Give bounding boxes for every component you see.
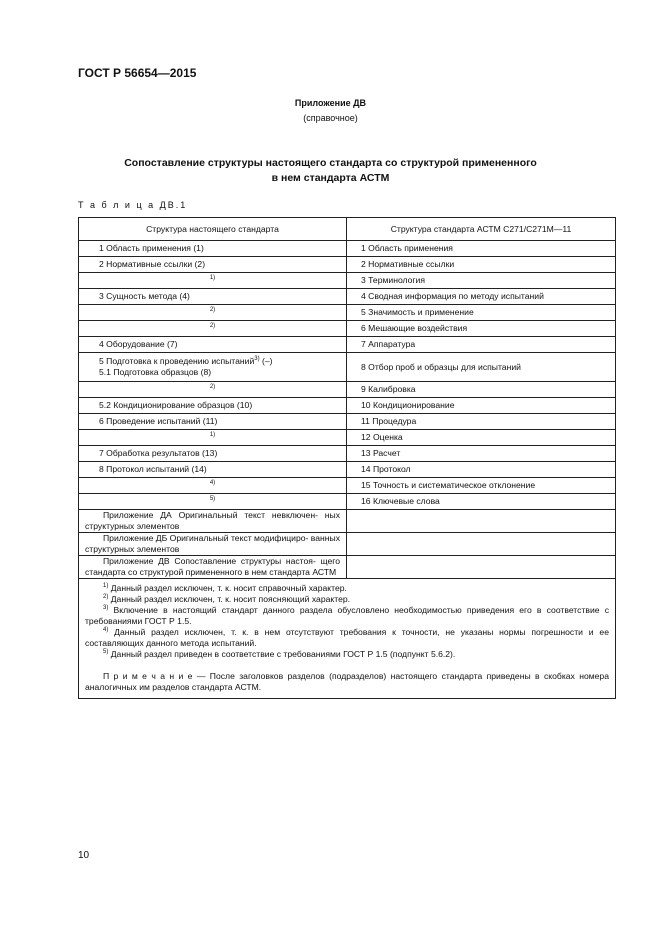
table-row [79, 462, 616, 478]
table-row [79, 446, 616, 462]
left-cell-appendix-db: Приложение ДБ Оригинальный текст модифициро- ванных структурных элементов [79, 533, 347, 556]
right-cell: 7 Аппаратура [347, 337, 616, 353]
page-number: 10 [78, 850, 90, 861]
footnote-1: $^{1)}$ Данный раздел исключен, т. к. носит справочный характер. [103, 583, 347, 593]
table-row [79, 478, 616, 494]
left-cell-footnote-ref: 2) [79, 305, 347, 321]
right-cell: 4 Сводная информация по методу испытаний [347, 289, 616, 305]
right-cell: 14 Протокол [347, 462, 616, 478]
left-cell-footnote-ref: 2) [79, 321, 347, 337]
left-cell-footnote-ref: 2) [79, 382, 347, 398]
left-cell: 5.2 Кондиционирование образцов (10) [79, 398, 347, 414]
left-cell: 5 Подготовка к проведению испытаний$^{3)}$ (–) 5.1 Подготовка образцов (8) [79, 353, 347, 382]
footnote-3: $^{3)}$ Включение в настоящий стандарт данного раздела обусловлено необходимостью приведения его в соответствие с требованиями ГОСТ Р 1.5. [85, 605, 609, 626]
left-cell: 8 Протокол испытаний (14) [79, 462, 347, 478]
left-cell-appendix-dv: Приложение ДВ Сопоставление структуры настоя- щего стандарта со структурой примененного в нем стандарта АСТМ [79, 556, 347, 579]
table-row [79, 321, 616, 337]
right-cell: 5 Значимость и применение [347, 305, 616, 321]
right-cell: 11 Процедура [347, 414, 616, 430]
left-cell-footnote-ref: 4) [79, 478, 347, 494]
table-row [79, 289, 616, 305]
left-cell: 1 Область применения (1) [79, 241, 347, 257]
document-id: ГОСТ Р 56654—2015 [78, 66, 197, 80]
table-row [79, 494, 616, 510]
comparison-table [78, 217, 616, 699]
right-cell-empty [347, 556, 616, 579]
right-cell: 3 Терминология [347, 273, 616, 289]
heading-line-2: в нем стандарта АСТМ [271, 172, 390, 184]
column-header-left: Структура настоящего стандарта [79, 218, 347, 241]
left-cell: 3 Сущность метода (4) [79, 289, 347, 305]
table-row [79, 414, 616, 430]
table-row [79, 533, 616, 556]
right-cell: 10 Кондиционирование [347, 398, 616, 414]
table-row [79, 382, 616, 398]
footnote-2: $^{2)}$ Данный раздел исключен, т. к. носит поясняющий характер. [103, 594, 351, 604]
left-cell: 6 Проведение испытаний (11) [79, 414, 347, 430]
right-cell-empty [347, 510, 616, 533]
right-cell: 9 Калибровка [347, 382, 616, 398]
section-heading [0, 156, 661, 186]
right-cell: 12 Оценка [347, 430, 616, 446]
table-note: П р и м е ч а н и е — После заголовков разделов (подразделов) настоящего стандарта приведены в скобках номера аналогичных им разделов стандарта АСТМ. [85, 671, 609, 692]
right-cell: 15 Точность и систематическое отклонение [347, 478, 616, 494]
table-row [79, 337, 616, 353]
left-cell-footnote-ref: 5) [79, 494, 347, 510]
footnote-4: $^{4)}$ Данный раздел исключен, т. к. в нем отсутствуют требования к точности, не указаны нормы погрешности и ее составляющих данного метода испытаний. [85, 627, 609, 648]
table-row [79, 353, 616, 382]
table-row [79, 305, 616, 321]
appendix-title: Приложение ДВ [294, 98, 367, 108]
appendix-header [0, 96, 661, 126]
column-header-right: Структура стандарта АСТМ С271/С271М—11 [347, 218, 616, 241]
left-cell-footnote-ref: 1) [79, 273, 347, 289]
table-row [79, 556, 616, 579]
table-row [79, 430, 616, 446]
right-cell: 16 Ключевые слова [347, 494, 616, 510]
table-row [79, 273, 616, 289]
left-cell: 4 Оборудование (7) [79, 337, 347, 353]
table-row [79, 241, 616, 257]
table-row [79, 398, 616, 414]
heading-line-1: Сопоставление структуры настоящего стандарта со структурой примененного [124, 157, 537, 169]
left-cell: 2 Нормативные ссылки (2) [79, 257, 347, 273]
right-cell: 8 Отбор проб и образцы для испытаний [347, 353, 616, 382]
appendix-subtitle: (справочное) [303, 113, 358, 123]
right-cell: 6 Мешающие воздействия [347, 321, 616, 337]
right-cell: 2 Нормативные ссылки [347, 257, 616, 273]
left-cell: 7 Обработка результатов (13) [79, 446, 347, 462]
footnotes-cell [79, 579, 616, 699]
left-cell-appendix-da: Приложение ДА Оригинальный текст невключен- ных структурных элементов [79, 510, 347, 533]
left-cell-footnote-ref: 1) [79, 430, 347, 446]
table-label: Т а б л и ц а ДВ.1 [78, 200, 188, 210]
table-header-row [79, 218, 616, 241]
right-cell: 13 Расчет [347, 446, 616, 462]
right-cell-empty [347, 533, 616, 556]
table-row [79, 510, 616, 533]
footnote-5: $^{5)}$ Данный раздел приведен в соответствие с требованиями ГОСТ Р 1.5 (подпункт 5.6.2). [103, 649, 456, 659]
table-row [79, 257, 616, 273]
right-cell: 1 Область применения [347, 241, 616, 257]
footnotes-row [79, 579, 616, 699]
